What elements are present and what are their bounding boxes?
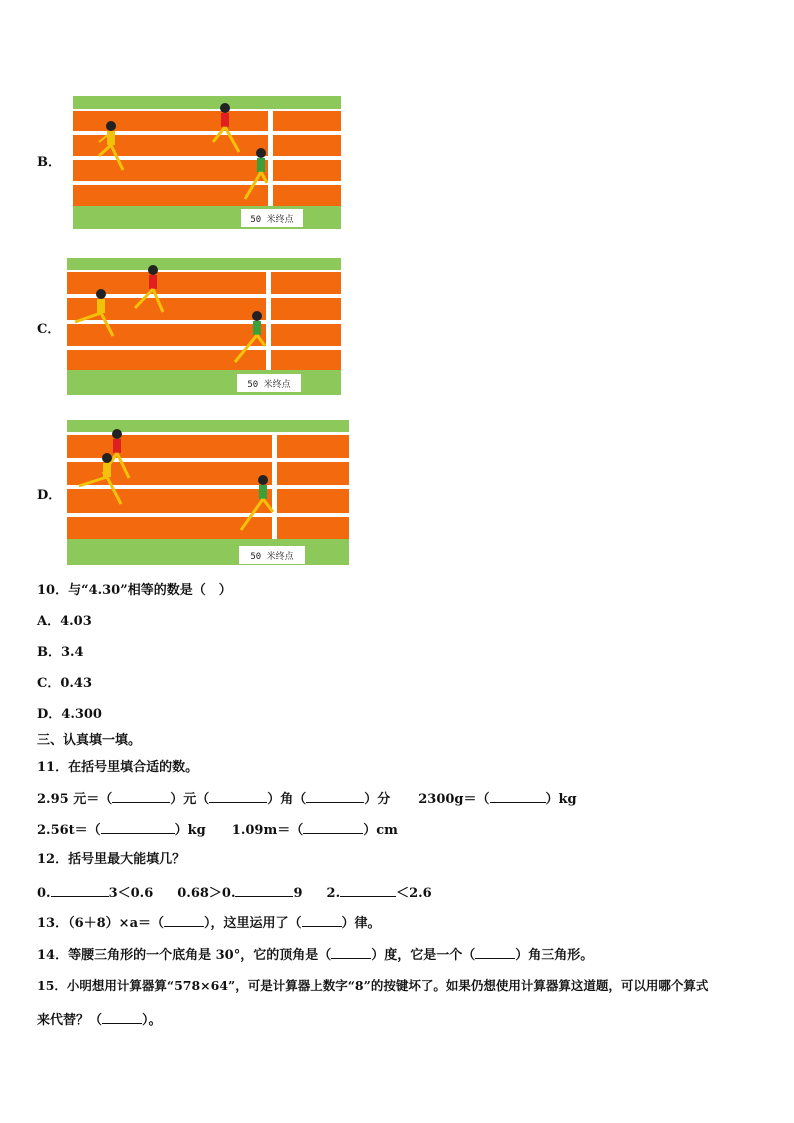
q11-text: 1.09m＝（ bbox=[231, 823, 304, 838]
question-13 bbox=[37, 914, 381, 932]
lane-line bbox=[73, 181, 341, 185]
q15-text: 来代替？（ bbox=[37, 1013, 103, 1028]
q10-option-a: A．4.03 bbox=[37, 614, 92, 629]
q11-text: ）角（ bbox=[267, 792, 307, 807]
finish-line bbox=[268, 111, 273, 206]
answer-blank[interactable] bbox=[209, 790, 267, 803]
question-14 bbox=[37, 946, 593, 964]
q10-option-d: D．4.300 bbox=[37, 707, 102, 722]
q13-text: 13．（6＋8）×a＝（ bbox=[37, 916, 164, 931]
lane-line bbox=[67, 346, 341, 350]
lane-line bbox=[67, 485, 349, 489]
answer-blank[interactable] bbox=[235, 884, 293, 897]
answer-blank[interactable] bbox=[51, 884, 109, 897]
option-b-label: B． bbox=[37, 155, 61, 170]
question-15-line-2 bbox=[37, 1011, 162, 1029]
lane-line bbox=[67, 513, 349, 517]
grass-strip-bottom bbox=[67, 539, 349, 565]
answer-blank[interactable] bbox=[490, 790, 546, 803]
question-12-stem: 12．括号里最大能填几？ bbox=[37, 852, 186, 867]
answer-blank[interactable] bbox=[303, 821, 363, 834]
option-c-label: C． bbox=[37, 322, 61, 337]
answer-blank[interactable] bbox=[164, 914, 204, 927]
figure-c-running-track bbox=[67, 258, 341, 395]
q12-text: 0.68＞0. bbox=[177, 886, 236, 901]
question-11-line-1 bbox=[37, 790, 577, 808]
figure-b-running-track bbox=[73, 96, 341, 229]
answer-blank[interactable] bbox=[331, 946, 371, 959]
q13-text: ），这里运用了（ bbox=[204, 916, 302, 931]
q11-text: 2.95 元＝（ bbox=[37, 792, 113, 807]
q12-text: 2. bbox=[326, 886, 341, 901]
finish-label: 50 米终点 bbox=[247, 380, 291, 390]
q14-text: ）度，它是一个（ bbox=[371, 948, 476, 963]
q12-text: 3＜0.6 bbox=[108, 886, 154, 901]
q10-option-c: C．0.43 bbox=[37, 676, 93, 691]
finish-label: 50 米终点 bbox=[250, 215, 294, 225]
q12-text: 9 bbox=[293, 886, 303, 901]
q13-text: ）律。 bbox=[341, 916, 381, 931]
grass-strip-top bbox=[73, 96, 341, 109]
finish-line bbox=[266, 272, 271, 370]
answer-blank[interactable] bbox=[475, 946, 515, 959]
q11-text: 2300g＝（ bbox=[418, 792, 490, 807]
q10-option-b: B．3.4 bbox=[37, 645, 84, 660]
lane-line bbox=[67, 294, 341, 298]
figure-d-running-track bbox=[67, 420, 349, 565]
question-11-stem: 11．在括号里填合适的数。 bbox=[37, 760, 199, 775]
lane-line bbox=[73, 156, 341, 160]
q15-text: ）。 bbox=[142, 1013, 162, 1028]
answer-blank[interactable] bbox=[302, 914, 342, 927]
finish-label: 50 米终点 bbox=[250, 552, 294, 562]
question-11-line-2 bbox=[37, 821, 398, 839]
answer-blank[interactable] bbox=[101, 821, 175, 834]
q11-text: ）kg bbox=[545, 792, 577, 807]
q12-text: ＜2.6 bbox=[396, 886, 432, 901]
question-15-line-1: 15．小明想用计算器算“578×64”，可是计算器上数字“8”的按键坏了。如果仍想使用计算器算这道题，可以用哪个算式 bbox=[37, 978, 709, 993]
q11-text: 2.56t＝（ bbox=[37, 823, 101, 838]
q14-text: 14．等腰三角形的一个底角是 30°，它的顶角是（ bbox=[37, 948, 332, 963]
grass-strip-top bbox=[67, 420, 349, 432]
question-12-items bbox=[37, 884, 432, 902]
finish-line bbox=[272, 435, 277, 539]
q11-text: ）kg bbox=[174, 823, 206, 838]
answer-blank[interactable] bbox=[340, 884, 396, 897]
option-d-label: D． bbox=[37, 488, 62, 503]
answer-blank[interactable] bbox=[306, 790, 364, 803]
q11-text: ）分 bbox=[364, 792, 391, 807]
grass-strip-top bbox=[67, 258, 341, 270]
q11-text: ）元（ bbox=[170, 792, 210, 807]
answer-blank[interactable] bbox=[102, 1011, 142, 1024]
q11-text: ）cm bbox=[363, 823, 398, 838]
q14-text: ）角三角形。 bbox=[515, 948, 594, 963]
answer-blank[interactable] bbox=[112, 790, 170, 803]
question-10-stem: 10．与“4.30”相等的数是（ ） bbox=[37, 583, 232, 598]
q12-text: 0. bbox=[37, 886, 51, 901]
section-3-heading: 三、认真填一填。 bbox=[37, 733, 142, 748]
